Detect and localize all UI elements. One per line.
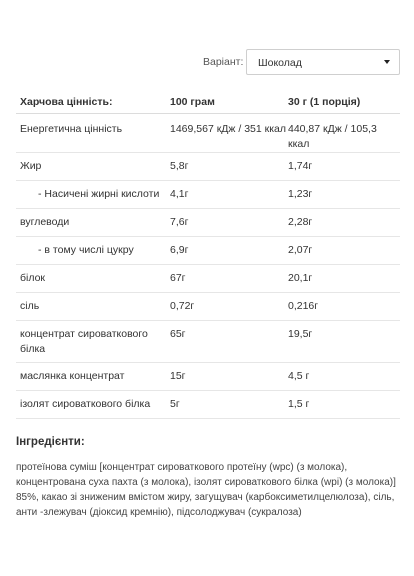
value-per-serving: 440,87 кДж / 105,3 ккал xyxy=(288,113,400,152)
value-per-100g: 65г xyxy=(170,320,288,362)
chevron-down-icon xyxy=(384,60,390,64)
nutrient-name: вуглеводи xyxy=(16,208,170,236)
header-per-100g: 100 грам xyxy=(170,87,288,113)
ingredients-title: Інгредієнти: xyxy=(16,436,85,448)
table-row xyxy=(16,180,400,208)
value-per-100g: 1469,567 кДж / 351 ккал xyxy=(170,113,288,152)
value-per-100g: 4,1г xyxy=(170,180,288,208)
value-per-100g: 5г xyxy=(170,390,288,418)
value-per-serving: 2,28г xyxy=(288,208,400,236)
table-row xyxy=(16,292,400,320)
nutrient-name: сіль xyxy=(16,292,170,320)
value-per-serving: 19,5г xyxy=(288,320,400,362)
variant-select[interactable] xyxy=(246,49,400,75)
table-row xyxy=(16,320,400,362)
value-per-100g: 0,72г xyxy=(170,292,288,320)
value-per-serving: 1,23г xyxy=(288,180,400,208)
nutrient-name: концентрат сироваткового білка xyxy=(16,320,170,362)
nutrient-name: ізолят сироваткового білка xyxy=(16,390,170,418)
variant-selected-value: Шоколад xyxy=(258,57,302,69)
header-nutrition-value: Харчова цінність: xyxy=(16,87,170,113)
value-per-serving: 0,216г xyxy=(288,292,400,320)
header-per-serving: 30 г (1 порція) xyxy=(288,87,400,113)
table-row xyxy=(16,264,400,292)
variant-label: Варіант: xyxy=(203,56,244,68)
nutrient-name: Жир xyxy=(16,152,170,180)
nutrition-table-body xyxy=(16,113,400,418)
value-per-serving: 20,1г xyxy=(288,264,400,292)
table-row xyxy=(16,113,400,152)
table-row xyxy=(16,152,400,180)
nutrient-name: білок xyxy=(16,264,170,292)
value-per-100g: 6,9г xyxy=(170,236,288,264)
nutrient-name: Енергетична цінність xyxy=(16,113,170,152)
value-per-serving: 1,74г xyxy=(288,152,400,180)
value-per-serving: 2,07г xyxy=(288,236,400,264)
value-per-serving: 4,5 г xyxy=(288,362,400,390)
value-per-serving: 1,5 г xyxy=(288,390,400,418)
ingredients-text: протеїнова суміш [концентрат сироваткового протеїну (wpc) (з молока), концентрована суха пахта (з молока), ізолят сироваткового білка (wpi) (з молока)] 85%, какао зі зниженим вмістом жиру, загущувач (карбоксиметилцелюлоза), сіль, анти -злежувач (діоксид кремнію), підсолоджувач (сукралоза) xyxy=(16,462,396,518)
nutrition-header-row xyxy=(16,87,400,113)
nutrition-table xyxy=(16,87,400,419)
nutrient-name: - в тому числі цукру xyxy=(16,236,170,264)
table-row xyxy=(16,362,400,390)
nutrient-name: - Насичені жирні кислоти xyxy=(16,180,170,208)
value-per-100g: 5,8г xyxy=(170,152,288,180)
value-per-100g: 15г xyxy=(170,362,288,390)
table-row xyxy=(16,390,400,418)
table-row xyxy=(16,208,400,236)
table-row xyxy=(16,236,400,264)
value-per-100g: 67г xyxy=(170,264,288,292)
variant-row xyxy=(0,48,414,76)
value-per-100g: 7,6г xyxy=(170,208,288,236)
nutrient-name: маслянка концентрат xyxy=(16,362,170,390)
